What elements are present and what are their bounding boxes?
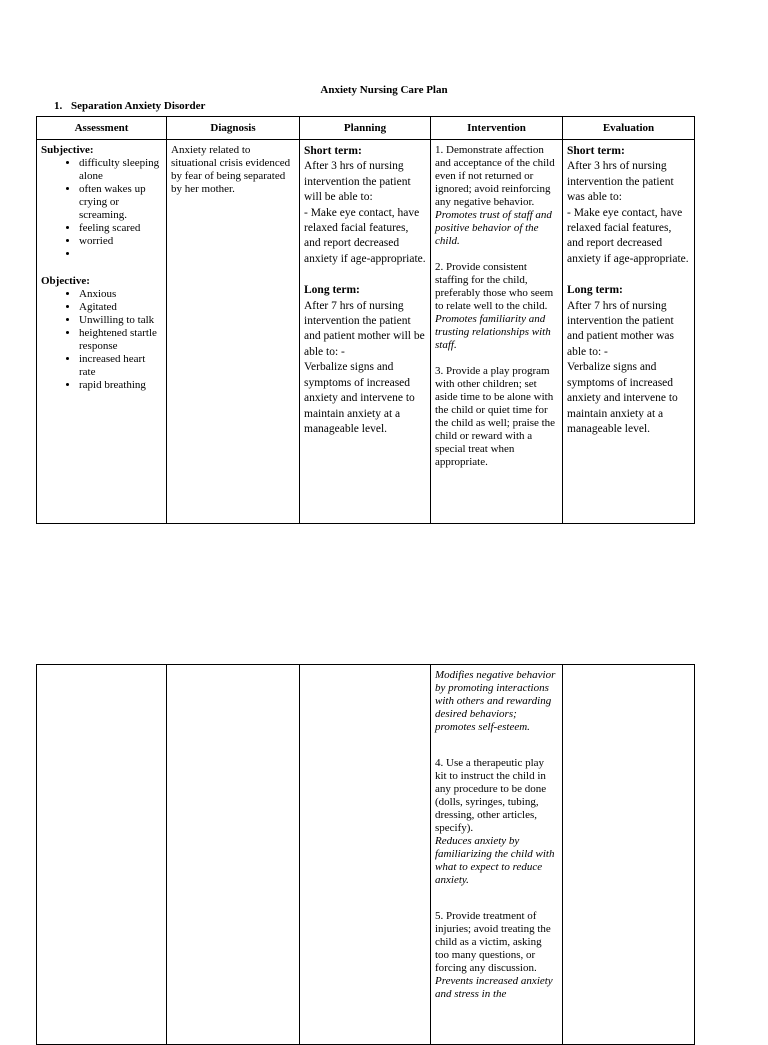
- header-assessment: Assessment: [37, 117, 167, 140]
- evaluation-short-text: After 3 hrs of nursing intervention the patient was able to:: [567, 160, 674, 204]
- planning-long-text: After 7 hrs of nursing intervention the patient and patient mother will be able to: -: [304, 299, 425, 358]
- intervention-rationale: Reduces anxiety by familiarizing the child with what to expect to reduce anxiety.: [435, 835, 555, 886]
- document-title: Anxiety Nursing Care Plan: [320, 84, 448, 96]
- intervention-rationale: Prevents increased anxiety and stress in the: [435, 975, 553, 1000]
- table-row: [37, 140, 695, 524]
- table-row: [37, 665, 695, 1045]
- intervention-item: [435, 261, 558, 352]
- list-item: • Agitated: [79, 301, 162, 314]
- section-number: 1.: [54, 100, 63, 112]
- planning-short-goal: - Make eye contact, have relaxed facial features, and report decreased anxiety if age-appropriate.: [304, 206, 426, 265]
- header-planning: Planning: [300, 117, 431, 140]
- intervention-cell: [431, 665, 563, 1045]
- intervention-text: 3. Provide a play program with other children; set aside time to be alone with the child or quiet time for the child as well; praise the child or reward with a special treat when appropriate.: [435, 365, 556, 468]
- diagnosis-text: Anxiety related to situational crisis evidenced by fear of being separated by her mother.: [171, 144, 291, 195]
- section-title-text: Separation Anxiety Disorder: [71, 100, 206, 112]
- objective-label: Objective:: [41, 275, 90, 287]
- evaluation-short-goal: - Make eye contact, have relaxed facial features, and report decreased anxiety if age-appropriate.: [567, 206, 689, 265]
- evaluation-short-label: Short term:: [567, 145, 625, 157]
- header-evaluation: Evaluation: [563, 117, 695, 140]
- evaluation-cell: [563, 140, 695, 524]
- intervention-text: 5. Provide treatment of injuries; avoid treating the child as a victim, asking too many questions, or forcing any discussion.: [435, 910, 551, 974]
- intervention-rationale: Modifies negative behavior by promoting interactions with others and rewarding desired behaviors; promotes self-esteem.: [435, 669, 556, 733]
- planning-long-label: Long term:: [304, 284, 360, 297]
- list-item: • often wakes up crying or screaming.: [79, 183, 162, 222]
- care-plan-table-continued: [36, 664, 695, 1045]
- planning-short-text: After 3 hrs of nursing intervention the patient will be able to:: [304, 160, 411, 204]
- assessment-cell: [37, 665, 167, 1045]
- intervention-text: 4. Use a therapeutic play kit to instruct the child in any procedure to be done (dolls, syringes, tubing, dressing, other articles, specify).: [435, 757, 547, 834]
- planning-short-label: Short term:: [304, 145, 362, 157]
- header-intervention: Intervention: [431, 117, 563, 140]
- subjective-label: Subjective:: [41, 144, 94, 156]
- list-item: • difficulty sleeping alone: [79, 157, 162, 183]
- planning-cell: [300, 140, 431, 524]
- intervention-item: [435, 757, 558, 887]
- intervention-text: 1. Demonstrate affection and acceptance of the child even if not returned or ignored; avoid reinforcing any negative behavior.: [435, 144, 555, 208]
- table-header-row: [37, 117, 695, 140]
- intervention-rationale: Promotes trust of staff and positive behavior of the child.: [435, 209, 552, 247]
- list-item: • worried: [79, 235, 162, 248]
- intervention-item: [435, 365, 558, 469]
- planning-cell: [300, 665, 431, 1045]
- list-item: • heightened startle response: [79, 327, 162, 353]
- list-item: • Unwilling to talk: [79, 314, 162, 327]
- list-item: • rapid breathing: [79, 379, 162, 392]
- intervention-rationale: Promotes familiarity and trusting relationships with staff.: [435, 313, 551, 351]
- intervention-item: [435, 144, 558, 248]
- planning-long-goal: Verbalize signs and symptoms of increased anxiety and intervene to maintain anxiety at a manageable level.: [304, 361, 415, 435]
- intervention-cell: [431, 140, 563, 524]
- list-item: • feeling scared: [79, 222, 162, 235]
- header-diagnosis: Diagnosis: [167, 117, 300, 140]
- objective-list: [41, 288, 162, 392]
- diagnosis-cell: [167, 140, 300, 524]
- section-title: [54, 100, 205, 112]
- evaluation-cell: [563, 665, 695, 1045]
- list-item: [79, 248, 162, 261]
- evaluation-long-goal: Verbalize signs and symptoms of increased anxiety and intervene to maintain anxiety at a manageable level.: [567, 361, 678, 435]
- subjective-list: [41, 157, 162, 261]
- evaluation-long-text: After 7 hrs of nursing intervention the patient and patient mother was able to: -: [567, 299, 674, 358]
- assessment-cell: [37, 140, 167, 524]
- care-plan-table: [36, 116, 695, 524]
- evaluation-long-label: Long term:: [567, 284, 623, 297]
- intervention-item: [435, 910, 558, 1001]
- list-item: • increased heart rate: [79, 353, 162, 379]
- list-item: • Anxious: [79, 288, 162, 301]
- intervention-text: 2. Provide consistent staffing for the child, preferably those who seem to relate well to the child.: [435, 261, 554, 312]
- diagnosis-cell: [167, 665, 300, 1045]
